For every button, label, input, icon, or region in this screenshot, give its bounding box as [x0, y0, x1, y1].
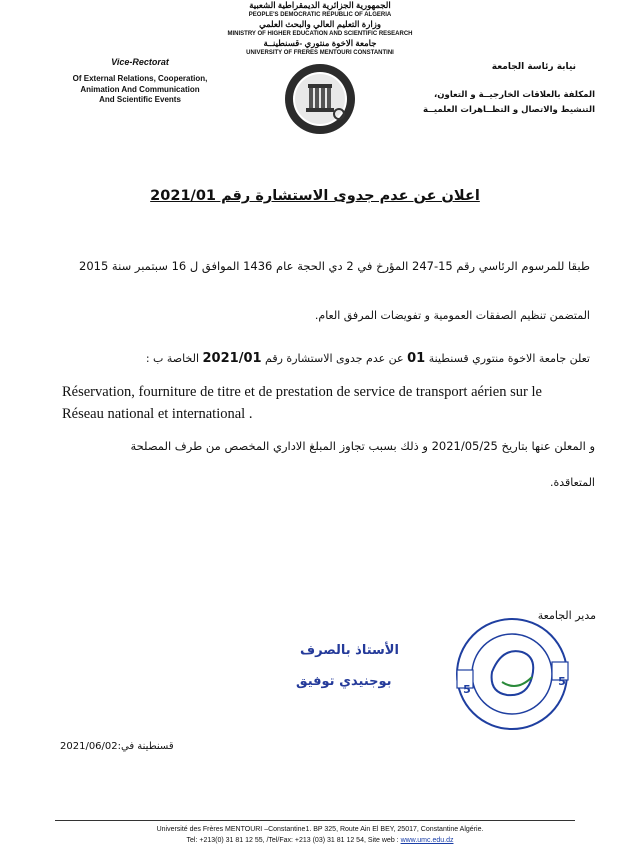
- vice-rectorat-title: Vice-Rectorat: [111, 57, 169, 67]
- vice-rectorat-line: And Scientific Events: [99, 95, 181, 104]
- header-ministry-ar: وزارة التعليم العالي والبحث العلمي: [259, 19, 381, 29]
- announce-text-c: الخاصة ب :: [145, 352, 200, 365]
- footer-contacts: [60, 837, 580, 844]
- paragraph-reason-cont: المتعاقدة.: [549, 476, 595, 489]
- announce-number: 01: [407, 351, 426, 366]
- paragraph-reason: و المعلن عنها بتاريخ 2021/05/25 و ذلك بسبب تجاوز المبلغ الاداري المخصص من طرف المصلحة: [130, 439, 595, 453]
- footer-divider: [55, 820, 575, 821]
- vice-rectorat-line: Of External Relations, Cooperation,: [72, 74, 208, 83]
- announce-reference: 2021/01: [202, 351, 262, 366]
- footer-website-link[interactable]: www.umc.edu.dz: [400, 837, 454, 844]
- vice-rectorat-body: [50, 74, 230, 106]
- french-object: [62, 381, 582, 425]
- right-header-line: التنشيط والاتصال و التظــاهرات العلميــة: [422, 105, 595, 115]
- header-university-ar: جامعة الاخوة منتوري -قسنطينــة: [263, 38, 377, 48]
- paragraph-decree-cont: المتضمن تنظيم الصفقات العمومية و تفويضات المرفق العام.: [314, 309, 590, 322]
- header-republic-fr: PEOPLE'S DEMOCRATIC REPUBLIC OF ALGERIA: [248, 12, 392, 18]
- announcement-title: اعلان عن عدم جدوى الاستشارة رقم 2021/01: [150, 188, 480, 204]
- place-date: قسنطينة في:2021/06/02: [60, 741, 174, 752]
- paragraph-announce: [70, 351, 590, 366]
- stamp-number-left: 5: [463, 683, 471, 696]
- stamp-number-right: 5: [558, 675, 566, 688]
- announce-text-a: تعلن جامعة الاخوة منتوري قسنطينة: [428, 352, 590, 365]
- university-stamp: [452, 612, 572, 732]
- signature-role: مدير الجامعة: [537, 609, 596, 622]
- french-object-line: Réservation, fourniture de titre et de prestation de service de transport aérien sur le: [62, 384, 542, 400]
- header-republic-ar: الجمهورية الجزائرية الديمقراطية الشعبية: [249, 0, 391, 10]
- header-center: [170, 0, 470, 57]
- paragraph-decree: طبقا للمرسوم الرئاسي رقم 15-247 المؤرخ في 2 دي الحجة عام 1436 الموافق ل 16 سبتمبر سنة 2015: [79, 259, 590, 273]
- vice-rectorat-line: Animation And Communication: [80, 84, 200, 94]
- right-header-body: [395, 88, 595, 118]
- signature-name-line-1: الأستاذ بالصرف: [300, 643, 399, 658]
- header-university-fr: UNIVERSITY OF FRERES MENTOURI CONSTANTINI: [246, 50, 394, 56]
- right-header-title: نيابة رئاسة الجامعة: [491, 62, 576, 72]
- french-object-line: Réseau national et international .: [62, 406, 253, 422]
- right-header-line: المكلفة بالعلاقات الخارجيــة و التعاون،: [434, 90, 595, 100]
- footer-phone: Tel: +213(0) 31 81 12 55, /Tel/Fax: +213 (03) 31 81 12 54, Site web :: [186, 837, 399, 844]
- header-ministry-fr: MINISTRY OF HIGHER EDUCATION AND SCIENTIFIC RESEARCH: [227, 31, 413, 37]
- announce-text-b: عن عدم جدوى الاستشارة رقم: [265, 352, 404, 365]
- footer-address: Université des Frères MENTOURI –Constantine1. BP 325, Route Ain El BEY, 25017, Constantine Algérie.: [156, 826, 484, 833]
- signature-name-line-2: بوجنيدي توفيق: [296, 674, 392, 689]
- university-logo: [283, 62, 357, 136]
